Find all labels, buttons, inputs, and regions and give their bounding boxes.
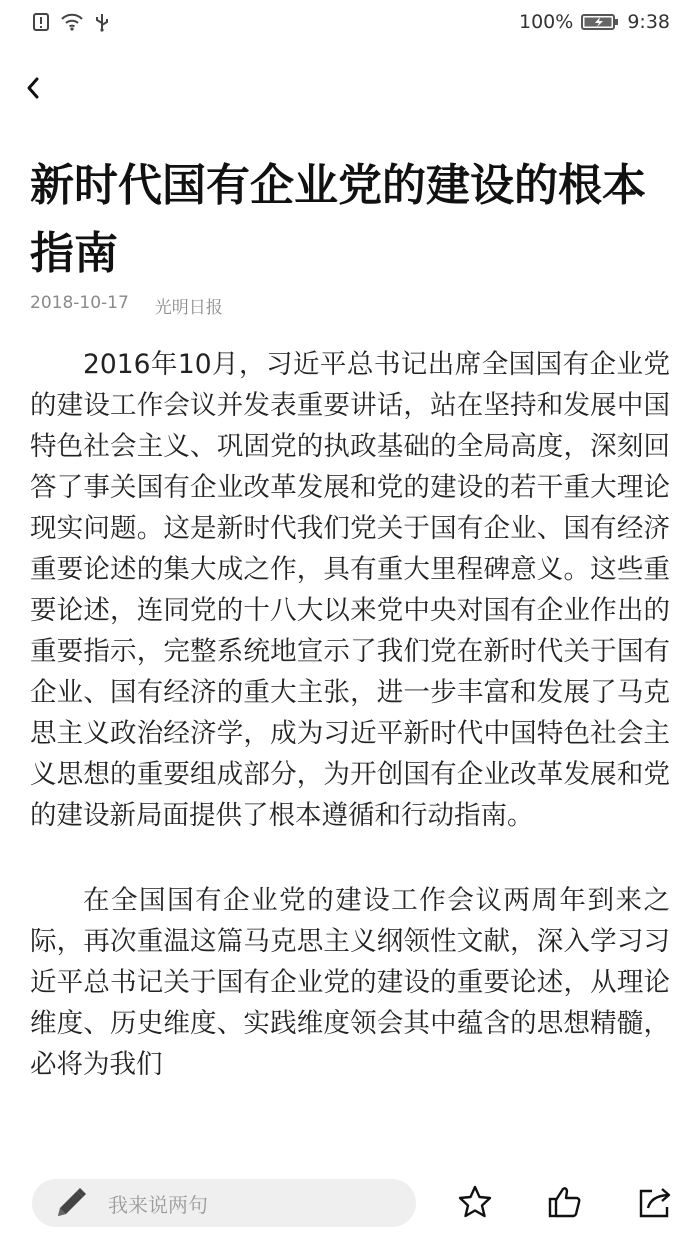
status-left xyxy=(32,12,110,32)
share-icon xyxy=(636,1183,674,1221)
article-paragraph: 2016年10月，习近平总书记出席全国国有企业党的建设工作会议并发表重要讲话，站在坚持和发展中国特色社会主义、巩固党的执政基础的全局高度，深刻回答了事关国有企业改革发展和党的建设的若干重大理论现实问题。这是新时代我们党关于国有企业、国有经济重要论述的集大成之作，具有重大里程碑意义。这些重要论述，连同党的十八大以来党中央对国有企业作出的重要指示，完整系统地宣示了我们党在新时代关于国有企业、国有经济的重大主张，进一步丰富和发展了马克思主义政治经济学，成为习近平新时代中国特色社会主义思想的重要组成部分，为开创国有企业改革发展和党的建设新局面提供了根本遵循和行动指南。 xyxy=(30,349,670,831)
article-paragraph: 在全国国有企业党的建设工作会议两周年到来之际，再次重温这篇马克思主义纲领性文献，深入学习习近平总书记关于国有企业党的建设的重要论述，从理论维度、历史维度、实践维度领会其中蕴含的思想精髓，必将为我们 xyxy=(30,885,670,1080)
back-button[interactable] xyxy=(14,70,50,106)
pencil-icon xyxy=(50,1183,90,1223)
usb-icon xyxy=(94,12,110,32)
wifi-icon xyxy=(60,13,84,31)
comment-input[interactable] xyxy=(32,1179,416,1227)
article-date: 2018-10-17 xyxy=(30,293,129,313)
share-button[interactable] xyxy=(633,1180,677,1224)
thumbs-up-icon xyxy=(546,1183,584,1221)
battery-charging-icon xyxy=(581,13,619,31)
like-button[interactable] xyxy=(543,1180,587,1224)
battery-percent: 100% xyxy=(519,11,574,33)
star-icon xyxy=(456,1183,494,1221)
comment-placeholder: 我来说两句 xyxy=(108,1192,208,1217)
clock: 9:38 xyxy=(627,11,670,33)
status-right xyxy=(519,11,670,33)
bottom-action-bar xyxy=(0,1160,700,1244)
article-meta xyxy=(30,293,223,318)
chevron-left-icon xyxy=(22,74,42,102)
article-title: 新时代国有企业党的建设的根本指南 xyxy=(30,160,646,279)
article-body[interactable] xyxy=(30,344,670,1160)
favorite-button[interactable] xyxy=(453,1180,497,1224)
alert-icon xyxy=(32,12,50,32)
article-source[interactable]: 光明日报 xyxy=(154,298,223,318)
status-bar xyxy=(0,0,700,44)
